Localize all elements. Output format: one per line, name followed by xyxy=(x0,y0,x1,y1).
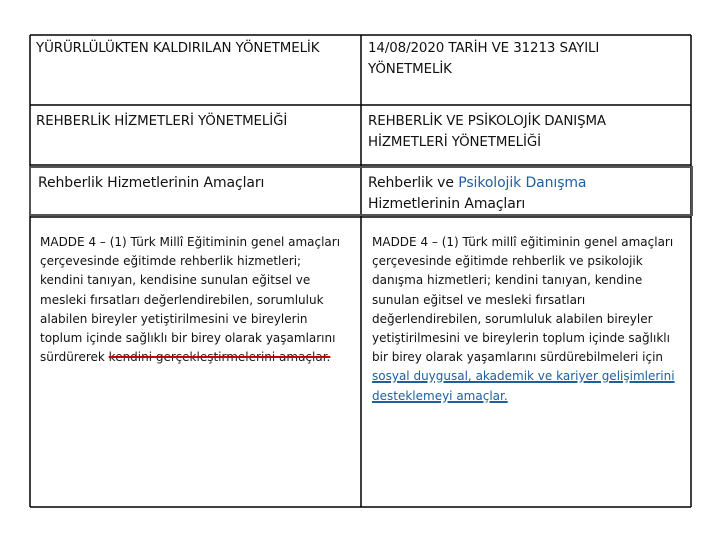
header-left-text: YÜRÜRLÜLÜKTEN KALDIRILAN YÖNETMELİK xyxy=(36,41,320,56)
article-new-cell xyxy=(372,233,678,406)
subtitle-new-pre: Rehberlik ve xyxy=(368,175,459,191)
article-old-struck-text: kendini gerçekleştirmelerini amaçlar. xyxy=(108,350,331,365)
header-right-text: 14/08/2020 TARİH VE 31213 SAYILI YÖNETMELİK xyxy=(368,41,600,77)
subtitle-old: Rehberlik Hizmetlerinin Amaçları xyxy=(38,175,265,191)
header-right-cell xyxy=(368,38,668,80)
article-old-text: MADDE 4 – (1) Türk Millî Eğitiminin genel amaçları çerçevesinde eğitimde rehberlik hizmetleri; kendini tanıyan, kendisine sunulan eğitsel ve mesleki fırsatları değerlendirebilen, sorumluluk alabilen bireyler yetiştirilmesini ve bireylerin toplum içinde sağlıklı bir birey olarak yaşamlarını sürdürerek xyxy=(40,235,341,365)
subtitle-old-cell xyxy=(38,173,358,194)
header-left-cell xyxy=(36,38,336,59)
regulation-old-name: REHBERLİK HİZMETLERİ YÖNETMELİĞİ xyxy=(36,114,288,129)
regulation-new-name-cell xyxy=(368,111,678,153)
subtitle-new-post: Hizmetlerinin Amaçları xyxy=(368,196,526,212)
subtitle-new-cell xyxy=(368,173,678,215)
regulation-new-name: REHBERLİK VE PSİKOLOJİK DANIŞMA HİZMETLERİ YÖNETMELİĞİ xyxy=(368,114,606,150)
article-new-text: MADDE 4 – (1) Türk millî eğitiminin genel amaçları çerçevesinde eğitimde rehberlik ve psikolojik danışma hizmetleri; kendini tanıyan, kendine sunulan eğitsel ve mesleki fırsatları değerlendirebilen, sorumluluk alabilen bireyler yetiştirilmesini ve bireylerin toplum içinde sağlıklı bir birey olarak yaşamlarını sürdürebilmeleri için xyxy=(372,235,674,365)
subtitle-new-highlight: Psikolojik Danışma xyxy=(458,175,587,191)
article-old-cell xyxy=(40,233,344,367)
article-new-added-text: sosyal duygusal, akademik ve kariyer gelişimlerini desteklemeyi amaçlar. xyxy=(372,369,675,403)
regulation-old-name-cell xyxy=(36,111,356,132)
